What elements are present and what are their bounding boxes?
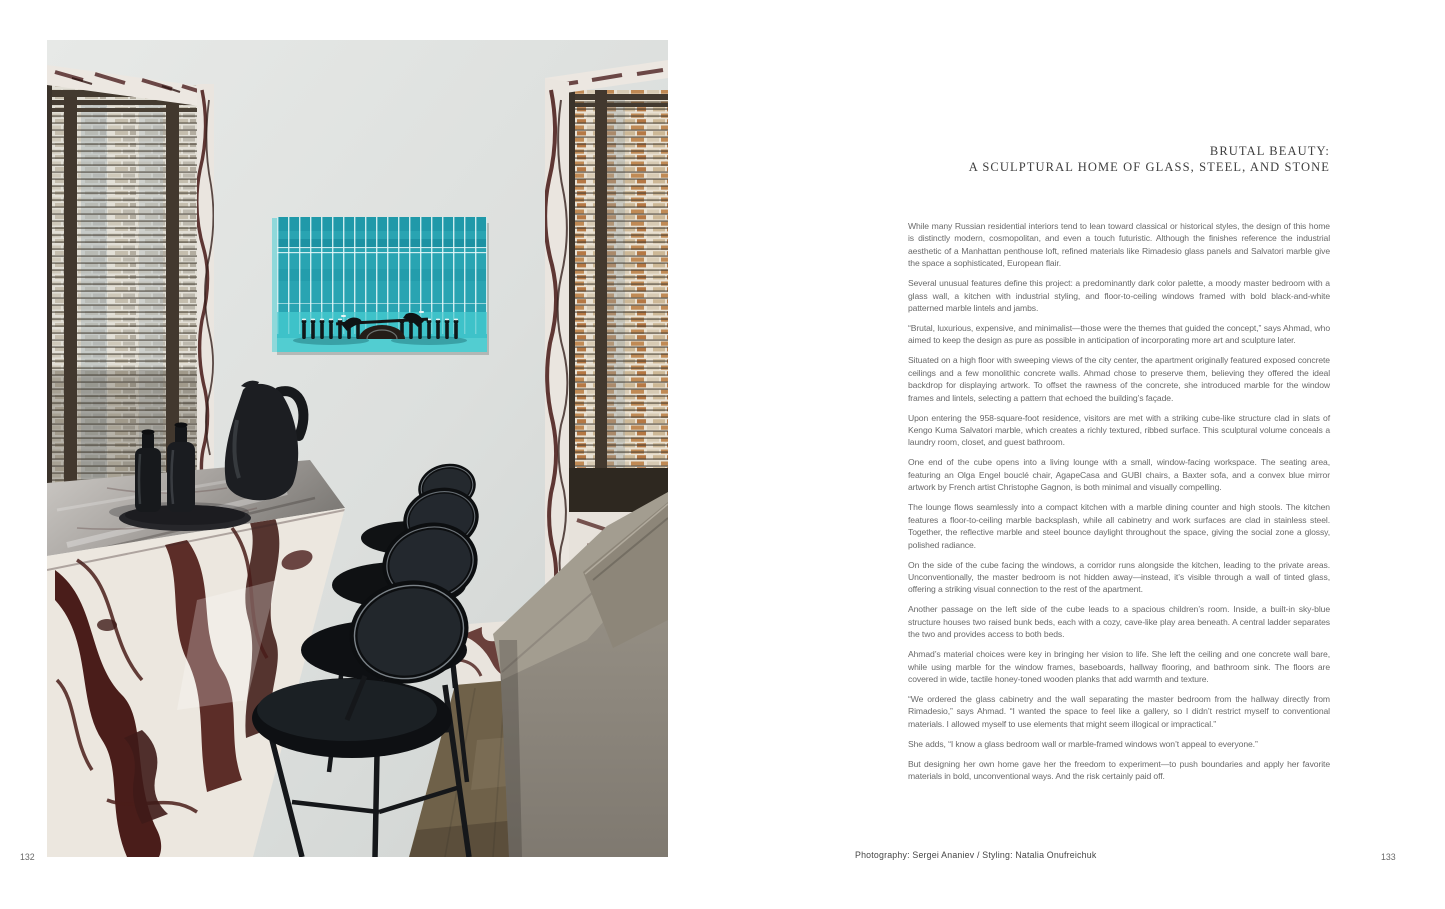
article-paragraph: While many Russian residential interiors tend to lean toward classical or historical styles, the design of this home is distinctly modern, cosmopolitan, and even a touch futuristic. Although the finishes reference the industrial aesthetic of a Manhattan penthouse loft, refined materials like Rimadesio glass panels and Salvatori marble give the space a sophisticated, European flair. — [908, 221, 1330, 269]
window-mullion — [595, 90, 607, 470]
article-paragraph: Another passage on the left side of the cube leads to a spacious children’s room. Inside, a built-in sky-blue structure houses two raised bunk beds, each with a cozy, cave-like play area beneath. A central ladder separates the two and provides access to both beds. — [908, 604, 1330, 640]
article-paragraph: Upon entering the 958-square-foot residence, visitors are met with a striking cube-like structure clad in slats of Kengo Kuma Salvatori marble, which creates a richly textured, ribbed surface. This sculptural volume conceals a laundry room, closet, and guest bathroom. — [908, 412, 1330, 448]
title-line-1: BRUTAL BEAUTY: — [1209, 144, 1330, 158]
article-paragraph: One end of the cube opens into a living lounge with a small, window-facing workspace. The seating area, featuring an Olga Engel bouclé chair, AgapeCasa and GUBI chairs, a Baxter sofa, and a convex blue mirror artwork by French artist Christophe Gagnon, is both minimal and visually compelling. — [908, 457, 1330, 493]
article-paragraph: On the side of the cube facing the windows, a corridor runs alongside the kitchen, leading to the private areas. Unconventionally, the master bedroom is not hidden away—instead, it’s visible through a wall of tinted glass, offering a striking visual connection to the rest of the apartment. — [908, 559, 1330, 595]
interior-photo-canvas — [47, 40, 668, 857]
article-paragraph: But designing her own home gave her the freedom to experiment—to push boundaries and apply her favorite materials in bold, unconventional ways. And the risk certainly paid off. — [908, 758, 1330, 782]
article-paragraph: The lounge flows seamlessly into a compact kitchen with a marble dining counter and high stools. The kitchen features a floor-to-ceiling marble backsplash, while all cabinetry and work surfaces are clad in stainless steel. Together, the reflective marble and steel bounce daylight throughout the space, giving the social zone a glossy, polished radiance. — [908, 502, 1330, 550]
title-line-2: A SCULPTURAL HOME OF GLASS, STEEL, AND STONE — [968, 159, 1330, 174]
article-paragraph: She adds, “I know a glass bedroom wall or marble-framed windows won’t appeal to everyone.” — [908, 738, 1258, 749]
article-paragraph: “Brutal, luxurious, expensive, and minimalist—those were the themes that guided the concept,” says Ahmad, who aimed to keep the design as pure as possible in anticipation of incorporating more art and sculpture later. — [908, 323, 1330, 346]
article-body — [908, 220, 1330, 790]
page-number-left: 132 — [20, 852, 35, 862]
article-paragraph: Several unusual features define this project: a predominantly dark color palette, a moody master bedroom with a glass wall, a kitchen with industrial styling, and floor-to-ceiling windows framed with bold black-and-white patterned marble lintels and jambs. — [908, 278, 1330, 314]
page-number-right: 133 — [1381, 852, 1396, 862]
article-paragraph: Situated on a high floor with sweeping views of the city center, the apartment originally featured exposed concrete ceilings and a few monolithic concrete walls. Ahmad chose to preserve them, believing they offered the ideal backdrop for displaying artwork. To offset the rawness of the concrete, she introduced marble for the window frames and lintels, selecting a pattern that echoed the building’s façade. — [908, 355, 1330, 403]
article-paragraph: “We ordered the glass cabinetry and the wall separating the master bedroom from the hallway directly from Rimadesio,” says Ahmad. “I wanted the space to feel like a gallery, so I didn’t restrict myself to conventional materials. I allowed myself to use elements that might seem illogical or impractical.” — [908, 693, 1330, 729]
article-title — [908, 144, 1330, 175]
window-mullion — [64, 97, 77, 520]
article-paragraph: Ahmad’s material choices were key in bringing her vision to life. She left the ceiling and one concrete wall bare, while using marble for the window frames, baseboards, hallway flooring, and bathroom sink. The floors are covered in wide, tactile honey-toned wooden planks that add warmth and texture. — [908, 649, 1330, 684]
teal-artwork — [272, 217, 487, 352]
interior-photograph — [47, 40, 668, 857]
photo-credit: Photography: Sergei Ananiev / Styling: Natalia Onufreichuk — [855, 850, 1097, 860]
